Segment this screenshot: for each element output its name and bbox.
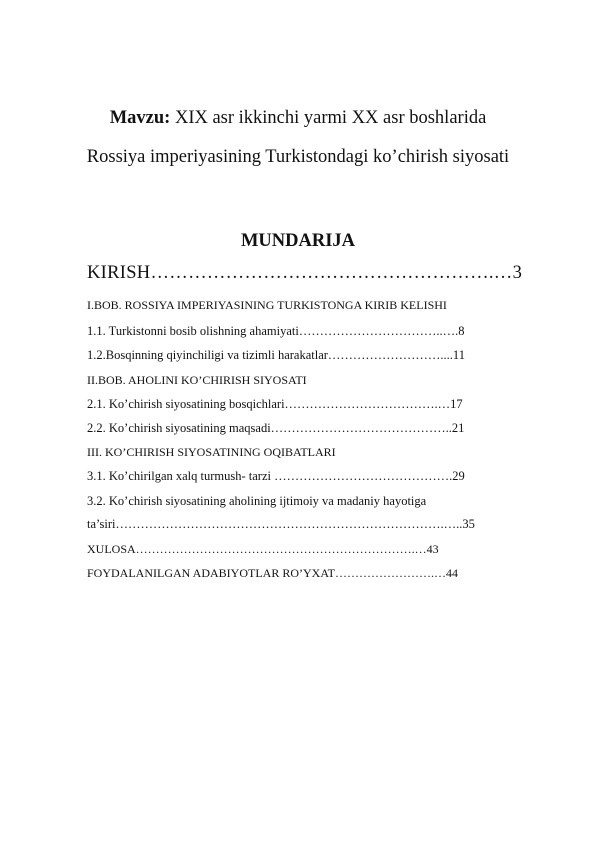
topic-title-line-2: Rossiya imperiyasining Turkistondagi ko’chirish siyosati — [86, 147, 510, 167]
topic-title-line-1 — [60, 104, 536, 133]
topic-title-text-1: XIX asr ikkinchi yarmi XX asr boshlarida — [170, 108, 487, 128]
toc-chapter-3: III. KO’CHIRISH SIYOSATINING OQIBATLARI — [87, 445, 336, 459]
toc-entry-3-2-continued: ta’siri…………………………………………………………………….…..35 — [87, 517, 475, 531]
contents-heading: MUNDARIJA — [240, 231, 356, 251]
toc-entry-1-1: 1.1. Turkistonni bosib olishning ahamiyati……………………………..….8 — [87, 324, 465, 338]
toc-entry-intro: KIRISH……………………………………………….…3 — [87, 263, 523, 283]
toc-entry-2-2: 2.2. Ko’chirish siyosatining maqsadi……………………………………..21 — [87, 421, 465, 435]
toc-entry-2-1: 2.1. Ko’chirish siyosatining bosqichlari……………………………….…17 — [87, 397, 463, 411]
toc-chapter-1: I.BOB. ROSSIYA IMPERIYASINING TURKISTONGA KIRIB KELISHI — [87, 298, 447, 312]
toc-entry-references: FOYDALANILGAN ADABIYOTLAR RO’YXAT…………………….…44 — [87, 566, 458, 580]
toc-entry-1-2: 1.2.Bosqinning qiyinchiligi va tizimli harakatlar………………………....11 — [87, 348, 465, 362]
toc-entry-3-1: 3.1. Ko’chirilgan xalq turmush- tarzi …………………………………….29 — [87, 469, 465, 483]
toc-entry-3-2: 3.2. Ko’chirish siyosatining aholining ijtimoiy va madaniy hayotiga — [87, 494, 427, 508]
toc-chapter-2: II.BOB. AHOLINI KO’CHIRISH SIYOSATI — [87, 373, 307, 387]
toc-entry-conclusion: XULOSA…………………………………………………………….…43 — [87, 542, 439, 556]
topic-label: Mavzu: — [109, 108, 171, 128]
